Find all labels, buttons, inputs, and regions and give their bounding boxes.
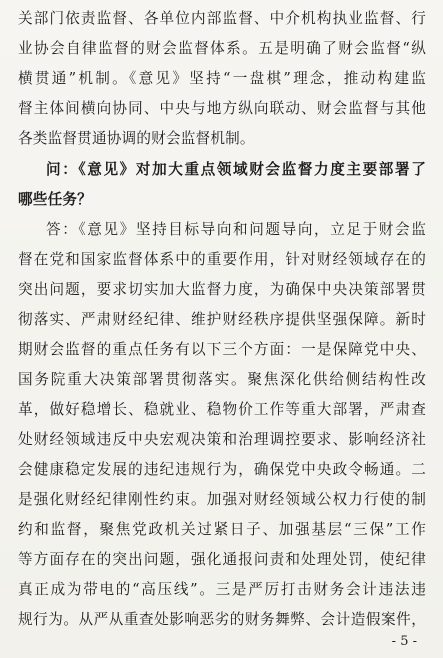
text-line: 关部门依责监督、各单位内部监督、中介机构执业监督、行 [18,10,426,27]
question-heading-cont: 哪些任务？ [18,191,92,208]
text-line: 是强化财经纪律刚性约束。加强对财经领域公权力行使的制 [18,491,426,508]
text-line: 国务院重大决策部署贯彻落实。聚焦深化供给侧结构性改 [18,371,426,388]
answer-line: 答：《意见》坚持目标导向和问题导向，立足于财会监 [46,221,426,238]
text-line: 革，做好稳增长、稳就业、稳物价工作等重大部署，严肃查 [18,401,426,418]
text-line: 期财会监督的重点任务有以下三个方面：一是保障党中央、 [18,341,426,358]
question-heading: 问：《意见》对加大重点领域财会监督力度主要部署了 [46,161,426,178]
text-line: 处财经领域违反中央宏观决策和治理调控要求、影响经济社 [18,431,426,448]
text-line: 横贯通”机制。《意见》坚持“一盘棋”理念，推动构建监 [18,70,426,87]
text-line: 等方面存在的突出问题，强化通报问责和处理处罚，使纪律 [18,551,426,568]
page-number: - 5 - [391,634,417,649]
text-line: 业协会自律监督的财会监督体系。五是明确了财会监督“纵 [18,40,426,57]
text-line: 约和监督，聚焦党政机关过紧日子、加强基层“三保”工作 [18,521,426,538]
text-line: 各类监督贯通协调的财会监督机制。 [18,130,255,147]
text-line: 真正成为带电的“高压线”。三是严厉打击财务会计违法违 [18,581,426,598]
text-line: 规行为。从严从重查处影响恶劣的财务舞弊、会计造假案件， [18,611,426,628]
text-line: 督主体间横向协同、中央与地方纵向联动、财会监督与其他 [18,100,426,117]
text-line: 会健康稳定发展的违纪违规行为，确保党中央政令畅通。二 [18,461,426,478]
text-line: 突出问题，要求切实加大监督力度，为确保中央决策部署贯 [18,281,426,298]
text-line: 督在党和国家监督体系中的重要作用，针对财经领域存在的 [18,251,426,268]
text-line: 彻落实、严肃财经纪律、维护财经秩序提供坚强保障。新时 [18,311,426,328]
